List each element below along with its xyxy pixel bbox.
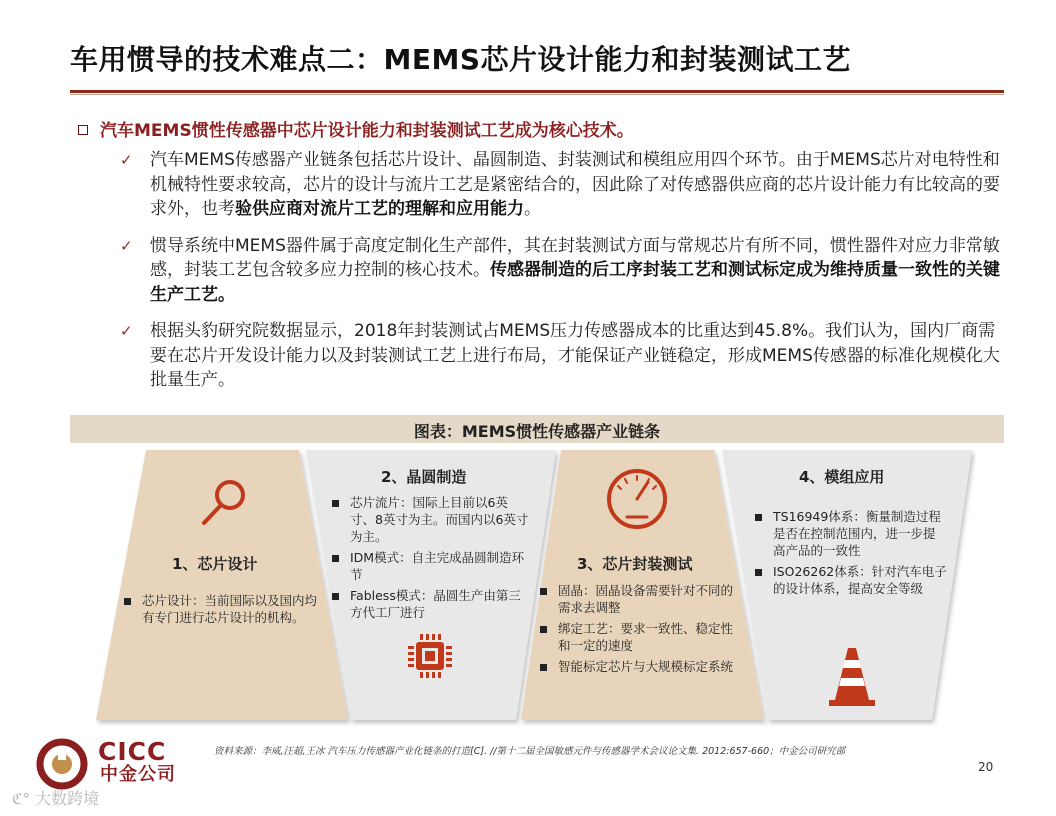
chart-banner-title: 图表：MEMS惯性传感器产业链条 xyxy=(413,422,661,441)
square-bullet-icon xyxy=(124,598,131,605)
panel-item: 固晶：固晶设备需要针对不同的需求去调整 xyxy=(540,582,740,616)
bullet-list xyxy=(120,148,1000,405)
watermark-text: 大数跨境 xyxy=(35,789,100,808)
panel-2-body xyxy=(332,494,530,625)
page-title: 车用惯导的技术难点二：MEMS芯片设计能力和封装测试工艺 xyxy=(70,43,852,76)
bullet-item: ✓ 汽车MEMS传感器产业链条包括芯片设计、晶圆制造、封装测试和模组应用四个环节。由于MEMS芯片对电特性和机械特性要求较高，芯片的设计与流片工艺是紧密结合的，因此除了对传感器供应商的芯片设计能力有比较高的要求外，也考验供应商对流片工艺的理解和应用能力。 xyxy=(120,150,1000,219)
bullet-item: ✓ 根据头豹研究院数据显示，2018年封装测试占MEMS压力传感器成本的比重达到45.8%。我们认为，国内厂商需要在芯片开发设计能力以及封装测试工艺上进行布局，才能保证产业链稳定，形成MEMS传感器的标准化规模化大批量生产。 xyxy=(120,321,1000,390)
page-number: 20 xyxy=(978,760,994,774)
lead-text: 汽车MEMS惯性传感器中芯片设计能力和封装测试工艺成为核心技术。 xyxy=(100,121,634,141)
panel-1-title: 1、芯片设计 xyxy=(172,555,258,573)
square-bullet-icon xyxy=(332,500,339,507)
square-bullet-icon xyxy=(332,593,339,600)
panel-item: Fabless模式：晶圆生产由第三方代工厂进行 xyxy=(332,587,530,621)
panel-item: 绑定工艺：要求一致性、稳定性和一定的速度 xyxy=(540,620,740,654)
title-divider xyxy=(70,90,1004,93)
panel-item: 芯片设计：当前国际以及国内均有专门进行芯片设计的机构。 xyxy=(124,592,324,626)
panel-3-body xyxy=(540,582,740,679)
square-bullet-icon xyxy=(78,125,88,135)
panel-4-title: 4、模组应用 xyxy=(799,468,885,486)
square-bullet-icon xyxy=(755,569,762,576)
square-bullet-icon xyxy=(540,626,547,633)
watermark-logo-icon: ℭ° xyxy=(12,790,31,808)
square-bullet-icon xyxy=(540,664,547,671)
watermark xyxy=(12,786,99,809)
checkmark-icon: ✓ xyxy=(120,151,133,169)
checkmark-icon: ✓ xyxy=(120,236,133,255)
panel-item: 智能标定芯片与大规模标定系统 xyxy=(540,658,740,675)
panel-4-body xyxy=(755,508,947,601)
panel-1-body xyxy=(124,592,324,630)
logo-wordmark-cn: 中金公司 xyxy=(100,764,176,785)
panel-item: TS16949体系：衡量制造过程是否在控制范围内，进一步提高产品的一致性 xyxy=(755,508,947,559)
square-bullet-icon xyxy=(332,555,339,562)
panel-2-title: 2、晶圆制造 xyxy=(381,468,467,486)
chart-banner xyxy=(70,415,1004,443)
logo-wordmark-en: CICC xyxy=(98,737,167,766)
source-note: 资料来源：李威,汪超,王冰 汽车压力传感器产业化链条的打造[C]. //第十二届全国敏感元件与传感器学术会议论文集. 2012:657-660；中金公司研究部 xyxy=(214,746,846,757)
title-divider-thin xyxy=(70,94,1004,95)
panel-item: ISO26262体系：针对汽车电子的设计体系，提高安全等级 xyxy=(755,563,947,597)
lead-statement xyxy=(78,116,634,141)
panel-chip-design xyxy=(96,450,348,720)
square-bullet-icon xyxy=(755,514,762,521)
bullet-item: ✓ 惯导系统中MEMS器件属于高度定制化生产部件，其在封装测试方面与常规芯片有所不同，惯性器件对应力非常敏感，封装工艺包含较多应力控制的核心技术。传感器制造的后工序封装工艺和测试标定成为维持质量一致性的关键生产工艺。 xyxy=(120,235,1000,305)
panel-item: 芯片流片：国际上目前以6英寸、8英寸为主。而国内以6英寸为主。 xyxy=(332,494,530,545)
square-bullet-icon xyxy=(540,588,547,595)
panel-3-title: 3、芯片封装测试 xyxy=(577,555,693,573)
panel-item: IDM模式：自主完成晶圆制造环节 xyxy=(332,549,530,583)
checkmark-icon: ✓ xyxy=(120,322,133,340)
